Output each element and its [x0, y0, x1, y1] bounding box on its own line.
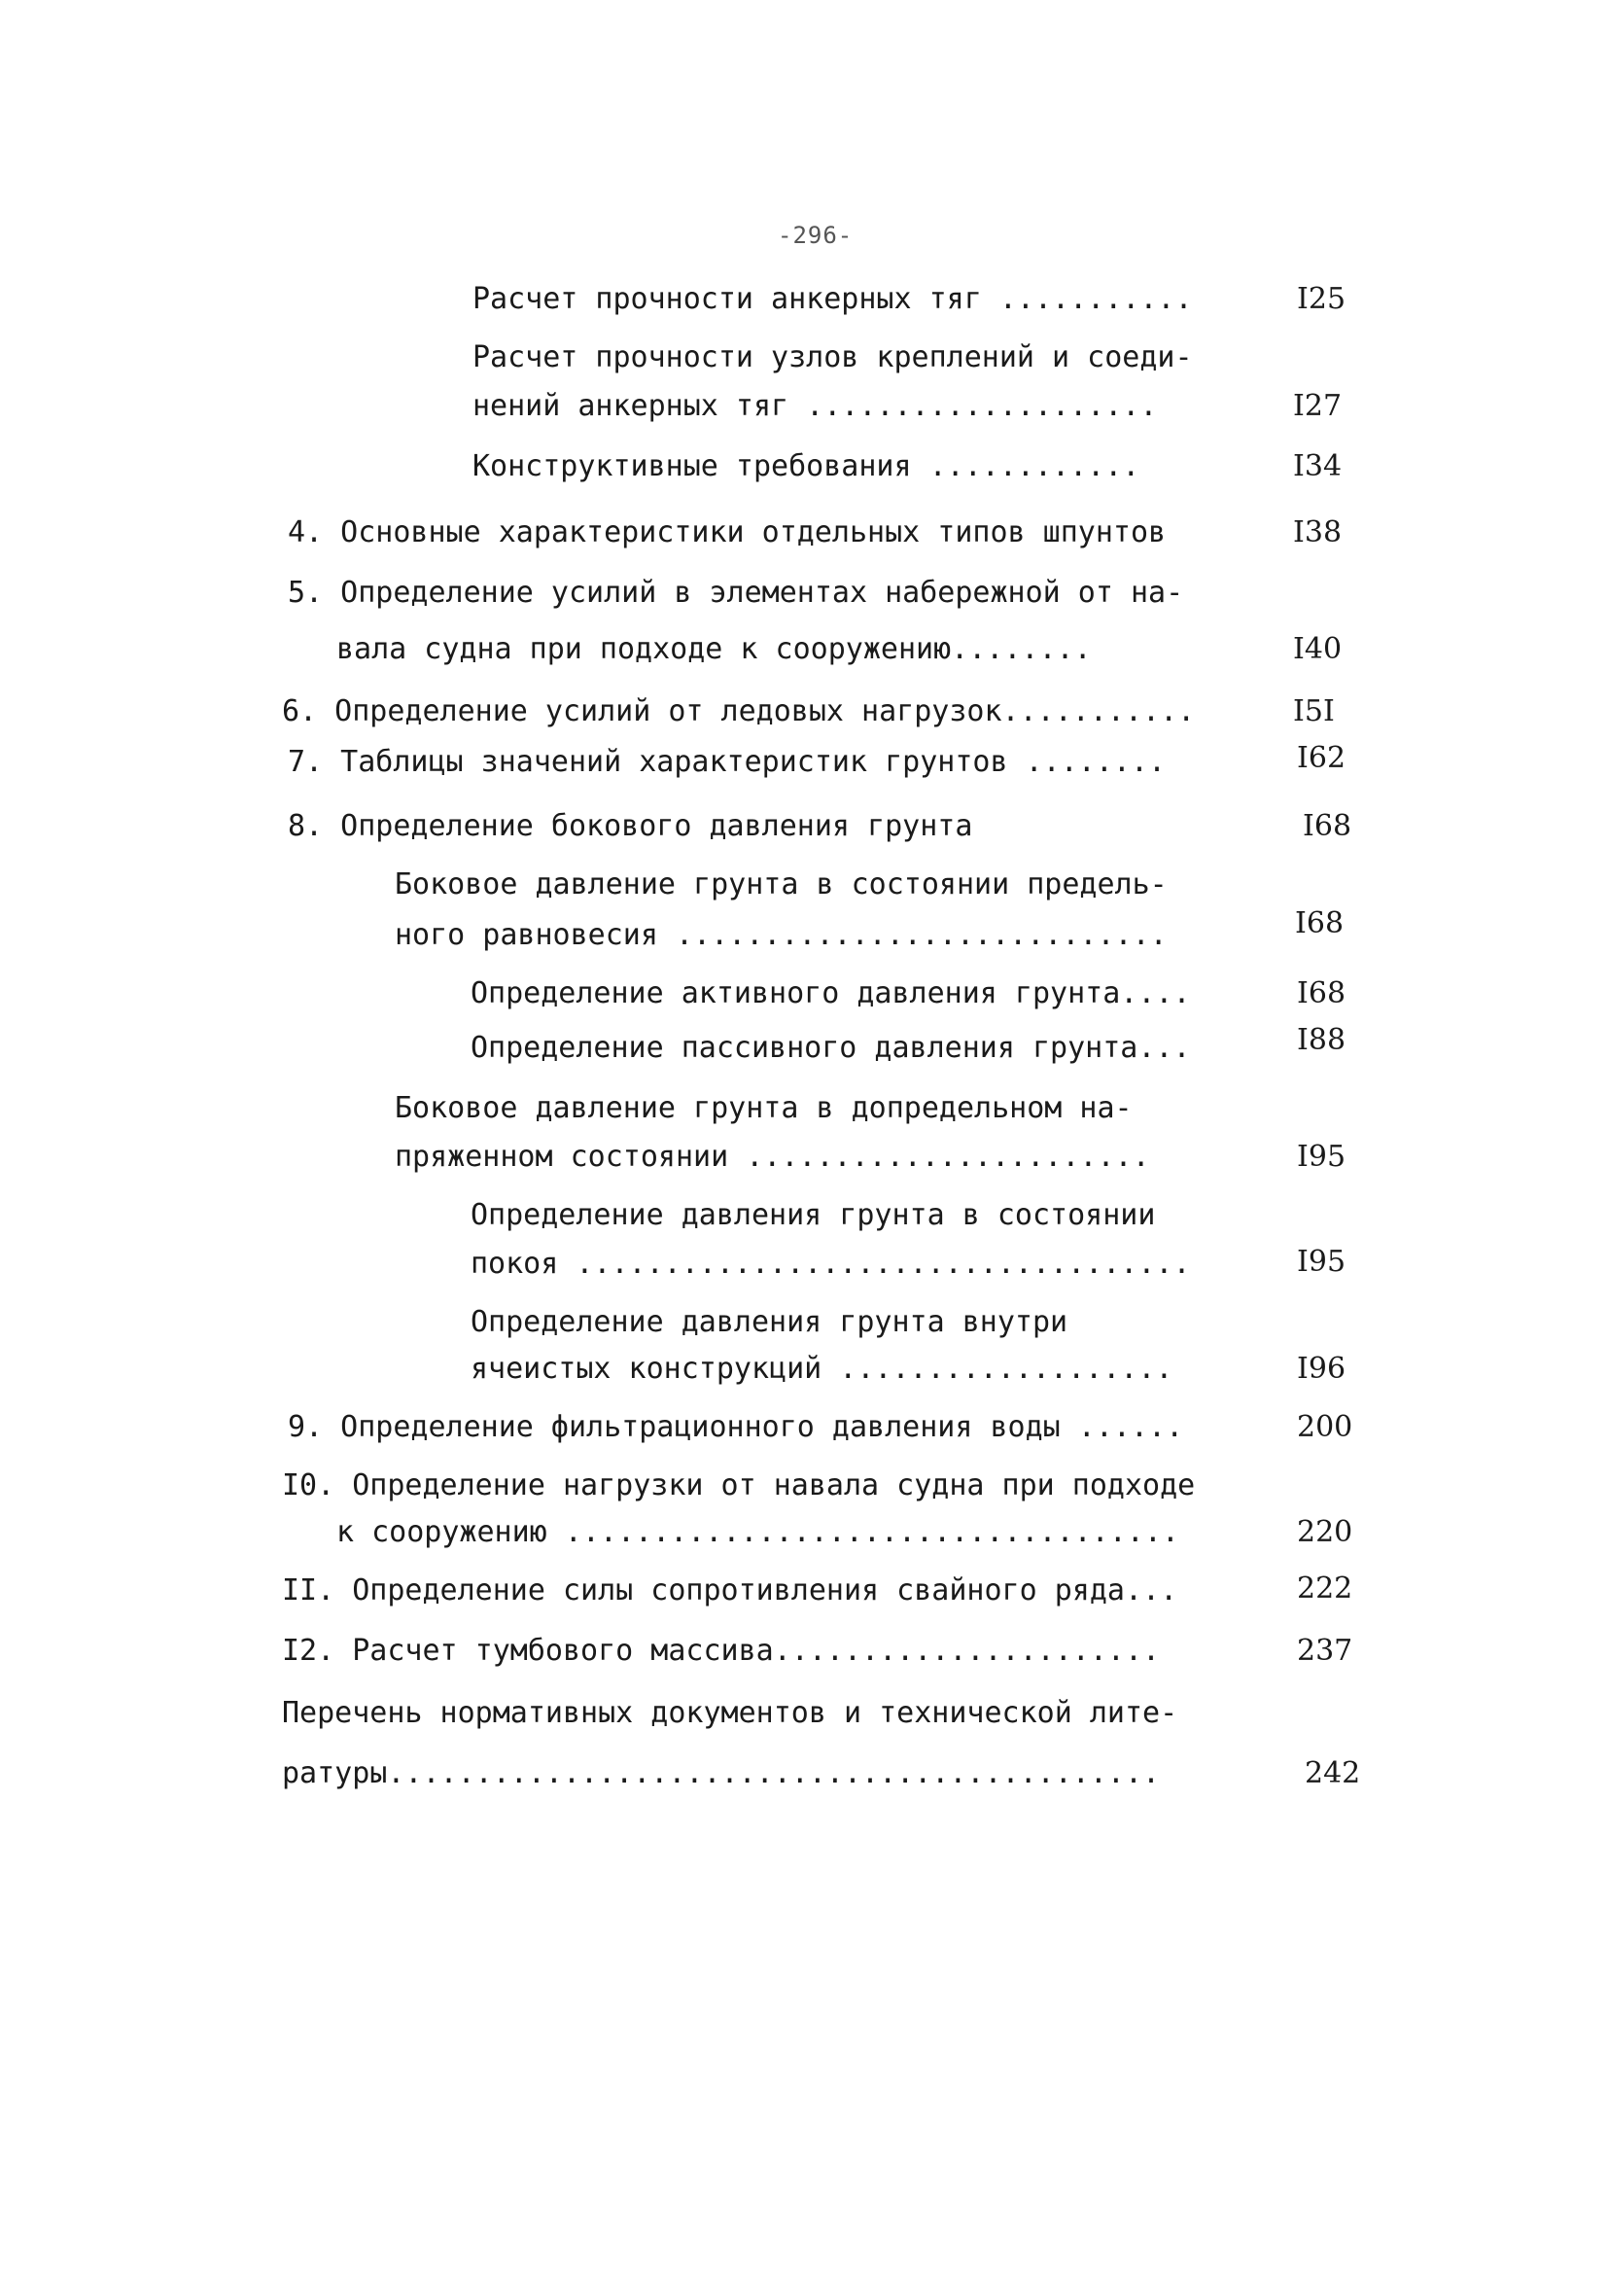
- toc-entry-text: 8. Определение бокового давления грунта: [288, 809, 973, 843]
- toc-entry-text: Расчет прочности анкерных тяг ...........: [472, 282, 1193, 316]
- toc-entry-text: Боковое давление грунта в допредельном на-: [395, 1091, 1133, 1125]
- toc-entry-text: ратуры............................................: [282, 1756, 1161, 1790]
- toc-entry-text: ного равновесия ............................: [395, 918, 1168, 952]
- toc-entry-page: I27: [1293, 389, 1343, 423]
- toc-entry-page: 220: [1297, 1515, 1353, 1549]
- toc-entry-page: I34: [1293, 449, 1343, 483]
- toc-entry-page: 237: [1297, 1634, 1353, 1668]
- toc-entry-text: покоя ...................................: [471, 1247, 1191, 1281]
- toc-entry-text: Определение активного давления грунта....: [471, 976, 1191, 1010]
- toc-entry-text: Определение давления грунта внутри: [471, 1305, 1068, 1339]
- toc-entry-text: Расчет прочности узлов креплений и соеди-: [472, 340, 1193, 374]
- toc-entry-page: I95: [1297, 1140, 1346, 1174]
- page-number: -296-: [778, 222, 854, 249]
- toc-entry-text: II. Определение силы сопротивления свайного ряда...: [282, 1573, 1178, 1607]
- toc-entry-page: I25: [1297, 282, 1346, 316]
- toc-entry-page: I38: [1293, 515, 1343, 549]
- toc-entry-page: I68: [1303, 809, 1352, 843]
- toc-entry-page: I88: [1297, 1023, 1346, 1057]
- toc-entry-page: I40: [1293, 632, 1343, 666]
- toc-entry-text: нений анкерных тяг ....................: [472, 389, 1158, 423]
- toc-entry-text: 4. Основные характеристики отдельных типов шпунтов: [288, 515, 1167, 549]
- toc-entry-page: I96: [1297, 1352, 1346, 1386]
- toc-entry-text: 9. Определение фильтрационного давления воды ......: [288, 1410, 1184, 1444]
- toc-entry-text: Боковое давление грунта в состоянии предель-: [395, 867, 1168, 901]
- toc-entry-page: 222: [1297, 1572, 1353, 1606]
- toc-entry-text: 6. Определение усилий от ледовых нагрузок...........: [282, 694, 1196, 728]
- toc-entry-page: I68: [1295, 906, 1345, 940]
- toc-entry-text: Определение пассивного давления грунта...: [471, 1031, 1191, 1065]
- toc-entry-text: I0. Определение нагрузки от навала судна при подходе: [282, 1468, 1196, 1502]
- toc-entry-text: к сооружению ...................................: [336, 1515, 1179, 1549]
- toc-entry-text: Конструктивные требования ............: [472, 449, 1140, 483]
- toc-entry-text: пряженном состоянии .......................: [395, 1140, 1150, 1174]
- toc-entry-page: 200: [1297, 1410, 1353, 1444]
- toc-entry-page: I62: [1297, 741, 1346, 775]
- toc-entry-text: 7. Таблицы значений характеристик грунтов ........: [288, 745, 1167, 779]
- toc-entry-text: I2. Расчет тумбового массива......................: [282, 1634, 1161, 1668]
- toc-entry-page: 242: [1305, 1756, 1361, 1790]
- toc-entry-page: I5I: [1293, 694, 1335, 728]
- toc-entry-text: Перечень нормативных документов и технической лите-: [282, 1696, 1178, 1730]
- toc-entry-page: I68: [1297, 976, 1346, 1010]
- toc-entry-text: 5. Определение усилий в элементах набережной от на-: [288, 576, 1184, 610]
- toc-entry-text: Определение давления грунта в состоянии: [471, 1198, 1156, 1232]
- toc-entry-text: ячеистых конструкций ...................: [471, 1352, 1173, 1386]
- toc-entry-text: вала судна при подходе к сооружению........: [336, 632, 1092, 666]
- toc-entry-page: I95: [1297, 1245, 1346, 1279]
